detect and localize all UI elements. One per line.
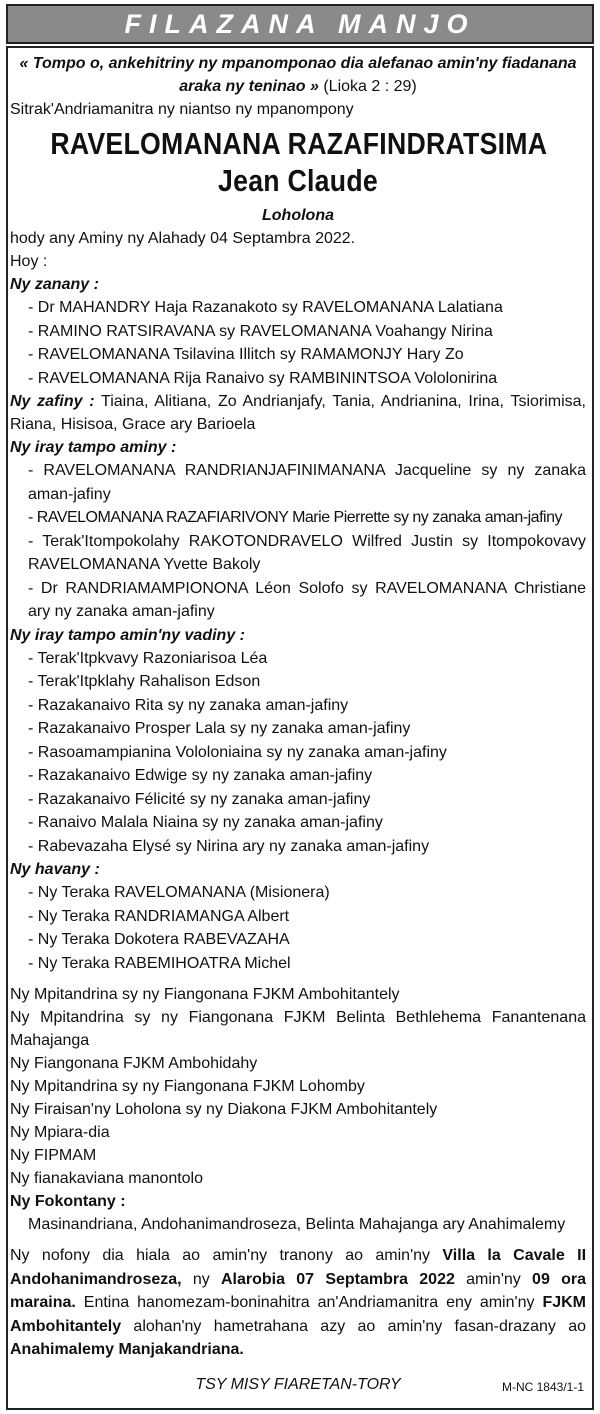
footer-note: TSY MISY FIARETAN-TORY: [195, 1376, 401, 1393]
zanany-list: [10, 296, 586, 390]
others-list: [10, 983, 586, 1190]
section-iray-tampo-vadiny-title: Ny iray tampo amin'ny vadiny :: [10, 626, 245, 644]
deceased-name-line1: RAVELOMANANA RAZAFINDRATSIMA: [50, 126, 548, 161]
zafiny-paragraph: [10, 390, 586, 436]
havany-list: [10, 881, 586, 975]
final-text-4: Entina hanomezam-boninahitra an'Andriamanitra eny amin'ny: [75, 1294, 543, 1311]
iray-tampo-vadiny-list: [10, 647, 586, 859]
list-item: - RAMINO RATSIRAVANA sy RAVELOMANANA Voahangy Nirina: [28, 322, 493, 340]
notice-title: FILAZANA MANJO: [124, 8, 476, 39]
deceased-title: Loholona: [262, 207, 334, 224]
list-item: - Terak'Itompokolahy RAKOTONDRAVELO Wilfred Justin sy Itompokovavy RAVELOMANANA Yvette Bakoly: [28, 532, 586, 573]
list-item: - Rasoamampianina Vololoniaina sy ny zanaka aman-jafiny: [28, 743, 447, 761]
final-text-5: alohan'ny hametrahana azy ao amin'ny fasan-drazany ao: [121, 1317, 586, 1335]
final-text-3: amin'ny: [454, 1270, 533, 1288]
list-item: Ny Firaisan'ny Loholona sy ny Diakona FJKM Ambohitantely: [10, 1101, 438, 1118]
final-text-2: ny: [181, 1270, 221, 1288]
fokontany-text: Masinandriana, Andohanimandroseza, Belinta Mahajanga ary Anahimalemy: [28, 1216, 566, 1233]
list-item: - Razakanaivo Félicité sy ny zanaka aman-jafiny: [28, 790, 371, 808]
list-item: Ny FIPMAM: [10, 1147, 97, 1164]
list-item: - RAVELOMANANA Rija Ranaivo sy RAMBININTSOA Vololonirina: [28, 369, 498, 387]
list-item: - Terak'Itpkvavy Razoniarisoa Léa: [28, 649, 268, 667]
list-item: Ny Mpitandrina sy ny Fiangonana FJKM Ambohitantely: [10, 986, 400, 1003]
section-zafiny-title: Ny zafiny :: [10, 393, 95, 410]
funeral-details: [10, 1244, 586, 1362]
section-fokontany-title: Ny Fokontany :: [10, 1193, 126, 1210]
list-item: Ny Mpitandrina sy ny Fiangonana FJKM Belinta Bethlehema Fanantenana Mahajanga: [10, 1009, 586, 1049]
list-item: - Ny Teraka Dokotera RABEVAZAHA: [28, 931, 290, 948]
final-bold-time: 09 ora maraina.: [10, 1270, 587, 1311]
list-item: - Terak'Itpklahy Rahalison Edson: [28, 673, 261, 690]
zafiny-text: Tiaina, Alitiana, Zo Andrianjafy, Tania, Andrianina, Irina, Tsiorimisa, Riana, Hisisoa, Grace ary Barioela: [10, 393, 587, 433]
list-item: - Dr MAHANDRY Haja Razanakoto sy RAVELOMANANA Lalatiana: [28, 299, 503, 316]
list-item: - Razakanaivo Edwige sy ny zanaka aman-jafiny: [28, 767, 373, 784]
date-line: hody any Aminy ny Alahady 04 Septambra 2022.: [10, 230, 356, 247]
list-item: - Ranaivo Malala Niaina sy ny zanaka aman-jafiny: [28, 814, 383, 831]
bible-verse: [10, 52, 586, 98]
final-bold-burial: Anahimalemy Manjakandriana.: [10, 1341, 244, 1358]
list-item: - Ny Teraka RABEMIHOATRA Michel: [28, 954, 291, 972]
list-item: - Razakanaivo Prosper Lala sy ny zanaka aman-jafiny: [28, 720, 411, 737]
header-banner: [6, 4, 594, 44]
list-item: - Ny Teraka RAVELOMANANA (Misionera): [28, 884, 330, 901]
list-item: Ny Mpiara-dia: [10, 1124, 110, 1141]
final-bold-date: Alarobia 07 Septambra 2022: [221, 1270, 455, 1288]
list-item: - RAVELOMANANA Tsilavina Illitch sy RAMAMONJY Hary Zo: [28, 346, 464, 363]
footer: [10, 1374, 586, 1400]
iray-tampo-aminy-list: [10, 459, 586, 624]
list-item: - Razakanaivo Rita sy ny zanaka aman-jafiny: [28, 696, 349, 714]
deceased-name-line2: Jean Claude: [218, 163, 378, 198]
final-bold-place: Villa la Cavale II Andohanimandroseza,: [10, 1247, 587, 1288]
verse-reference: (Lioka 2 : 29): [318, 78, 417, 95]
list-item: - RAVELOMANANA RANDRIANJAFINIMANANA Jacqueline sy ny zanaka aman-jafiny: [28, 462, 586, 503]
list-item: Ny Fiangonana FJKM Ambohidahy: [10, 1055, 258, 1072]
section-havany-title: Ny havany :: [10, 861, 100, 878]
list-item: - RAVELOMANANA RAZAFIARIVONY Marie Pierrette sy ny zanaka aman-jafiny: [28, 509, 562, 526]
section-zanany-title: Ny zanany :: [10, 276, 99, 293]
list-item: - Ny Teraka RANDRIAMANGA Albert: [28, 907, 290, 925]
list-item: Ny Mpitandrina sy ny Fiangonana FJKM Lohomby: [10, 1078, 365, 1095]
final-text-1: Ny nofony dia hiala ao amin'ny tranony ao amin'ny: [10, 1247, 443, 1264]
list-item: - Dr RANDRIAMAMPIONONA Léon Solofo sy RAVELOMANANA Christiane ary ny zanaka aman-jafiny: [28, 579, 586, 620]
footer-reference: M-NC 1843/1-1: [501, 1380, 584, 1394]
section-iray-tampo-aminy-title: Ny iray tampo aminy :: [10, 439, 177, 456]
verse-quote: « Tompo o, ankehitriny ny mpanomponao dia alefanao amin'ny fiadanana araka ny teninao »: [19, 55, 577, 95]
intro-line: Sitrak'Andriamanitra ny niantso ny mpanompony: [10, 101, 354, 118]
hoy-line: Hoy :: [10, 253, 48, 270]
notice-content: [10, 48, 586, 1362]
list-item: Ny fianakaviana manontolo: [10, 1170, 204, 1187]
list-item: - Rabevazaha Elysé sy Nirina ary ny zanaka aman-jafiny: [28, 837, 430, 855]
final-bold-church: FJKM Ambohitantely: [10, 1294, 586, 1335]
